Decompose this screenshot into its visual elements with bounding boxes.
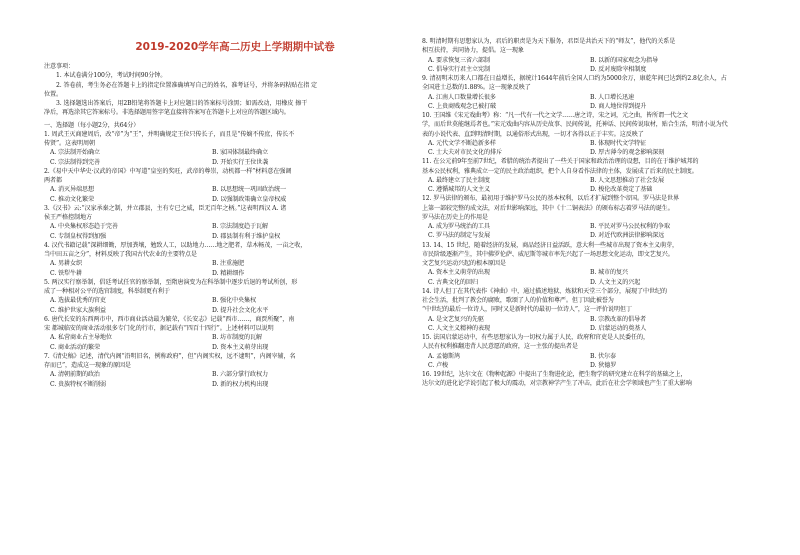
option-row: [44, 158, 374, 167]
option-a: C. 商业活动的繁荣: [50, 343, 100, 351]
option-b: B. 坊市制度的瓦解: [212, 334, 263, 342]
option-b: B. 六部分掌行政权力: [212, 371, 269, 379]
option-b: B. 以新的国家观念为指导: [590, 56, 658, 64]
option-a: A. 是文艺复兴的先驱: [428, 315, 484, 323]
text-line: “中世纪的最后一位诗人，同时又是新时代的最初一位诗人”，这一评价说明但丁: [422, 306, 632, 314]
option-a: A. 最终建立了民主制度: [428, 176, 490, 184]
option-row: [422, 222, 752, 231]
text-line: 全国进士总数的1.88%。这一现象反映了: [422, 84, 531, 92]
option-b: B. 宗法制度趋于瓦解: [212, 223, 269, 231]
option-a: A. 江南人口数量增长很多: [428, 93, 496, 101]
text-line: 宋 都城临安的商业活动很多专门化的行市，据记载有“四百十四行”。上述材料可以说明: [44, 325, 274, 332]
text-line: 注意事项：: [44, 63, 74, 70]
text-line: 4. 汉代书籍记载“深耕细锄，厚加粪壤，勉致人工，以助地力……地之肥者，草木畅茂，一亩之收，: [44, 241, 307, 249]
option-a: C. 士大夫对市民文化的排斥: [428, 149, 502, 156]
text-line: 上第一部较完整的成文法，对后世影响深远，其中《十二铜表法》的颁布标志着罗马法的诞生。: [422, 204, 674, 212]
text-line: 9. 清初明末历来人口都在日益增长，据统计1644年前后全国人口约为5000余万，康乾年间已达到约2.8亿余人，占: [422, 75, 727, 82]
text-line: 一、选择题（每小题2分，共64分）: [44, 121, 140, 129]
text-line: 成了一种相对公平的选官制度，科举制更有利于: [44, 288, 170, 295]
exam-title: 2019-2020学年高二历史上学期期中试卷: [135, 41, 335, 53]
option-b: D. 梭伦改革奠定了基础: [590, 186, 653, 193]
option-a: A. 资本主义萌芽的出现: [428, 269, 490, 277]
option-a: A. 男耕女织: [50, 260, 82, 268]
text-line: 人民有权利推翻违背人民意愿的政府，这一主张的提出者是: [422, 343, 578, 351]
option-row: [422, 176, 752, 185]
right-column: [422, 37, 752, 389]
text-line: 罗马法在历史上的作用是: [422, 213, 488, 221]
option-row: [422, 268, 752, 277]
option-a: A. 宗法制开始确立: [50, 149, 100, 157]
option-b: B. 城市的复兴: [590, 269, 629, 277]
option-row: [422, 361, 752, 370]
option-row: [44, 380, 374, 389]
text-line: 2.《易中天中华史·汉武的帝国》中写道“皇室的奖旺，武帝的尊崇，动机都一样”材料意在强调: [44, 167, 292, 175]
option-row: [422, 185, 752, 194]
option-b: B. 体现时代文学特征: [590, 139, 647, 147]
text-line: 7.《清史稿》记述，清代内阁“沿明旧名，例称政府”，但“内阁实权，远不逮明”，内阁宰辅，名: [44, 352, 296, 360]
text-line: 存而已”，造成这一现象的原因是: [44, 362, 131, 369]
text-line: 净后，再选涂其它答案标号。非选择题用签字笔直接将答案写在答题卡上对应的答题区域内。: [44, 109, 290, 117]
option-row: [44, 333, 374, 342]
text-line: 16. 19世纪，达尔文在《物种起源》中提出了生物进化论，把生物学的研究建立在科学的基础之上，: [422, 371, 687, 378]
text-line: 市民阶级逐渐产生，其中佛罗伦萨、威尼斯等城市率先兴起了一场思想文化运动，即文艺复兴。: [422, 250, 674, 258]
option-row: [44, 343, 374, 352]
option-a: C. 推动文化繁荣: [50, 195, 94, 203]
option-a: A. 孟德斯鸠: [428, 352, 460, 360]
option-b: D. 新的权力机构出现: [212, 380, 269, 388]
option-a: C. 遵循城邦的人文主义: [428, 186, 490, 193]
text-line: 3. 选择题选出答案后，用2B铅笔将答题卡上对应题目的答案标号涂黑；如需改动，用橡皮 擦干: [56, 100, 308, 107]
option-row: [44, 306, 374, 315]
text-line: 社会生活，批判了教会的腐败，歌颂了人的价值和尊严。但丁因此被誉为: [422, 297, 614, 304]
option-row: [422, 231, 752, 240]
option-a: A. 消灭异端思想: [50, 186, 94, 194]
text-line: 达尔文的进化论学说引起了极大的震动，对宗教神学产生了冲击，此后在社会学领域也产生了重大影响: [422, 380, 692, 388]
text-line: 文艺复兴运动兴起的根本原因是: [422, 260, 506, 267]
option-b: D. 资本主义萌芽出现: [212, 343, 269, 351]
text-line: 13. 14、15 世纪，随着经济的发展，商品经济日益活跃，意大利一些城市出现了资本主义萌芽，: [422, 241, 678, 249]
option-a: C. 专制皇权得到加强: [50, 232, 106, 240]
text-line: 学，而后世莫能继焉者也。”宋元戏曲内容从历史故事、民间传说，托神话、民间传说取材，贴合生活，明清小说为代: [422, 121, 728, 129]
text-line: 10. 王国维《宋元戏曲考》称：“凡一代有一代之文学……唐之诗，宋之词，元之曲，皆所谓一代之文: [422, 112, 688, 119]
option-a: C. 古典文化的回归: [428, 278, 478, 286]
option-row: [44, 195, 374, 204]
text-line: 8. 明清时期有思想家认为，君后的职责是为天下服务，君臣是共治天下的“师友”，他代的关系是: [422, 38, 676, 45]
option-row: [44, 185, 374, 194]
text-line: 6. 唐代长安的东西两市中，西市商业活动最为繁荣，《长安志》记载“西市……，商贾所聚”，南: [44, 315, 295, 323]
option-b: B. 人文思想推动了社会发展: [590, 176, 664, 184]
option-a: C. 铁犁牛耕: [50, 269, 82, 277]
text-line: 侯王严格控制地方: [44, 214, 92, 221]
option-row: [422, 352, 752, 361]
option-a: A. 元代文学不断趋新多样: [428, 139, 496, 147]
text-line: 基本公民权利，雅典成立一定的民主政治组织，把个人自身看作法律的主体，发展成了后来的民主制度。: [422, 167, 698, 175]
option-b: D. 反对废除宰相制度: [590, 65, 647, 73]
option-a: C. 罗马法的制定与发展: [428, 232, 490, 240]
text-line: 传贤”。这表明周朝: [44, 140, 95, 147]
option-b: D. 以强制政策确立皇帝权威: [212, 195, 287, 203]
option-row: [44, 232, 374, 241]
option-row: [44, 259, 374, 268]
option-row: [422, 148, 752, 157]
option-row: [44, 296, 374, 305]
text-line: 相互扶持，共同协力，提倡。这一现象: [422, 47, 524, 55]
option-a: A. 选拔最优秀的官吏: [50, 297, 106, 305]
option-b: D. 狄德罗: [590, 361, 617, 369]
text-line: 当中田五亩之分”，材料反映了我国古代农业的主要特点是: [44, 251, 197, 258]
option-b: D. 提升社会文化水平: [212, 306, 269, 314]
option-a: C. 宗法制得到完善: [50, 158, 100, 166]
text-line: 14. 诗人但丁在其代表作《神曲》中，通过描述地狱、炼狱和天堂三个部分，展现了中世纪的: [422, 287, 667, 295]
text-line: 位置。: [44, 90, 62, 98]
option-b: B. 宗教改革的倡导者: [590, 315, 647, 323]
option-a: C. 上贵商贱观念已被打破: [428, 102, 496, 110]
text-line: 5. 两汉实行察举制，倡廷考试任官的察举制，至隋唐演变为在科举制中逐步后退的考试所创，形: [44, 278, 298, 286]
text-line: 15. 法国启蒙运动中，有些思想家认为一切权力属于人民，政府和官吏是人民委任的，: [422, 334, 650, 341]
option-a: A. 私营商业占主导地位: [50, 334, 112, 342]
option-a: C. 人文主义精神的表现: [428, 324, 490, 332]
left-column: [44, 59, 374, 389]
option-row: [422, 102, 752, 111]
option-b: B. 家国体制最终确立: [212, 149, 269, 157]
option-a: A. 中央集权形态趋于完善: [50, 223, 118, 231]
option-a: C. 倡导实行君主立宪制: [428, 65, 490, 73]
option-b: D. 厚古薄今的观念影响深刻: [590, 149, 665, 156]
option-b: B. 人口增长迅速: [590, 93, 635, 101]
option-b: D. 对近代欧洲法律影响深远: [590, 232, 665, 240]
text-line: 表的小说代表、直到明清时期，以通俗形式出现，一切才各得以正于丰实。这反映了: [422, 130, 644, 138]
option-b: D. 商人地位得到提升: [590, 102, 647, 110]
option-b: D. 启蒙运动的奠基人: [590, 324, 647, 332]
option-row: [422, 324, 752, 333]
option-b: D. 开始实行王位世袭: [212, 158, 269, 166]
option-row: [44, 148, 374, 157]
option-b: D. 人文主义的兴起: [590, 278, 641, 286]
option-b: B. 强化中央集权: [212, 297, 257, 305]
option-row: [44, 222, 374, 231]
text-line: 11. 在公元前9年至前7世纪，希腊的统治者提出了一些关于国家和政治治理的设想，目的在于维护城邦的: [422, 158, 699, 166]
option-b: B. 平民对罗马公民权利的争取: [590, 223, 670, 230]
option-a: A. 要求恢复三省六部制: [428, 56, 490, 64]
option-row: [44, 370, 374, 379]
text-line: 2. 答卷前，考生务必在答题卡上的指定位置准确填写自己的姓名，准考证号，并将条码粘贴在指 定: [56, 81, 318, 89]
option-row: [44, 269, 374, 278]
option-row: [422, 56, 752, 65]
text-line: 两者都: [44, 177, 62, 184]
option-a: C. 维护世家大族利益: [50, 306, 106, 314]
text-line: 3.《汉书》云:“汉家承秦之制，并立郡县，主有专已之威，臣无百年之柄。”这表明西汉 A. 诸: [44, 204, 287, 212]
option-b: D. 郡县制有利于维护皇权: [212, 232, 281, 240]
option-row: [422, 93, 752, 102]
option-row: [422, 315, 752, 324]
option-b: D. 精耕细作: [212, 269, 245, 277]
option-b: B. 以思想统一巩固政治统一: [212, 186, 286, 194]
text-line: 12. 罗马法律的颁布，最初用于维护罗马公民的基本权利，以后才扩展到整个帝国。罗马法是世界: [422, 195, 679, 203]
text-line: 1. 本试卷满分100分，考试时间90分钟。: [56, 72, 167, 80]
option-a: A. 清朝前期的政治: [50, 371, 100, 379]
option-a: C. 卢梭: [428, 361, 449, 369]
option-row: [422, 278, 752, 287]
option-b: B. 注重施肥: [212, 260, 245, 268]
text-line: 1. 周武王灭商建周后，改“帝”为“王”，并明确规定王位只传长子，而且是“传嫡不传庶，传长不: [44, 130, 295, 138]
option-a: A. 成为罗马统治的工具: [428, 223, 490, 230]
option-row: [422, 139, 752, 148]
option-a: C. 贵族特权不断削弱: [50, 380, 106, 388]
option-b: B. 伏尔泰: [590, 352, 617, 360]
option-row: [422, 65, 752, 74]
